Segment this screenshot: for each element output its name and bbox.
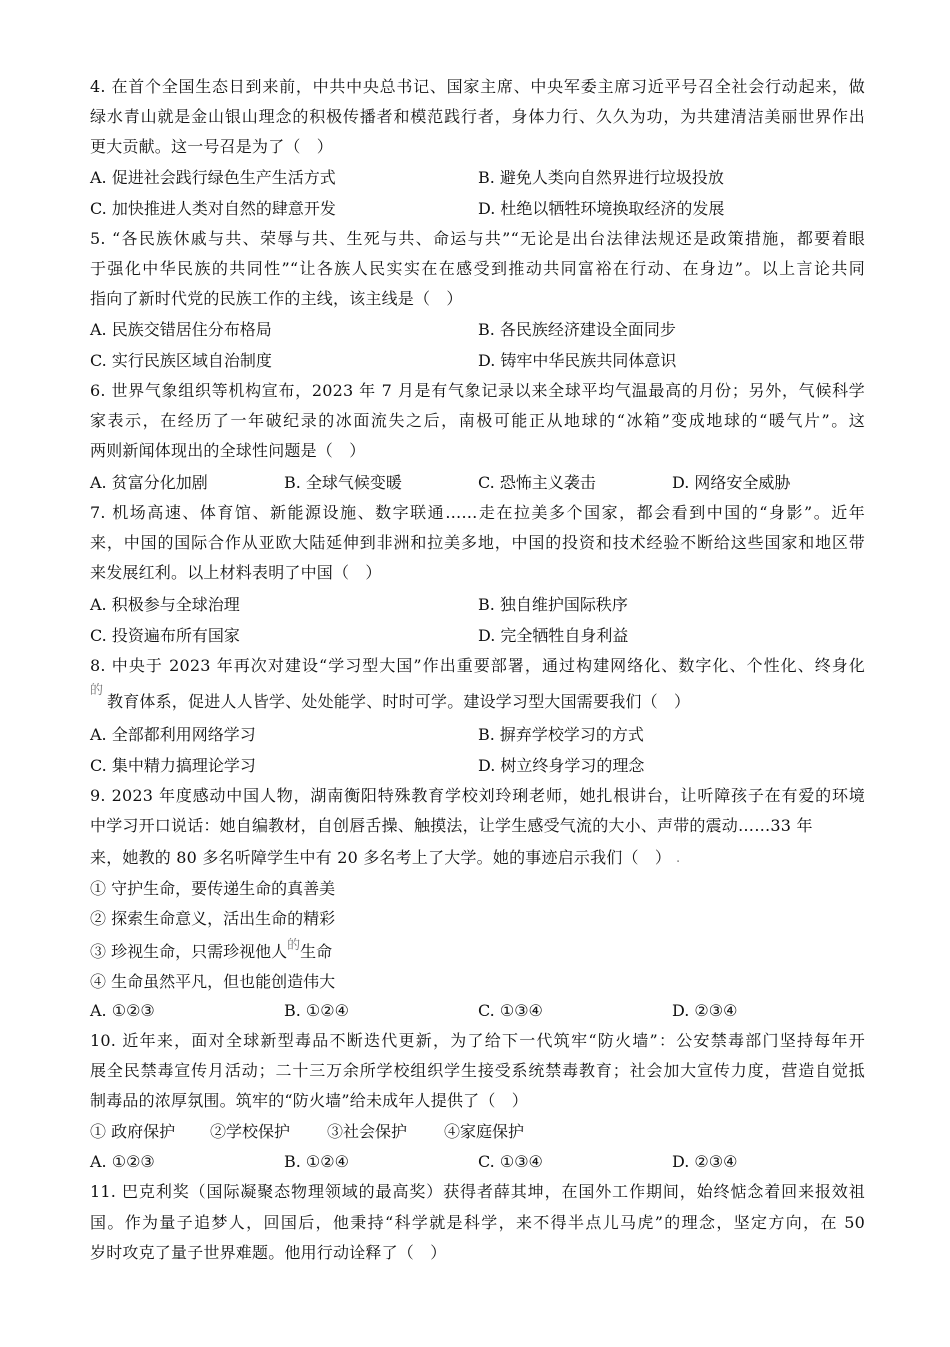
- q8-stem-line-1: 8. 中央于 2023 年再次对建设“学习型大国”作出重要部署，通过构建网络化、数字化、个性化、终身化: [90, 656, 865, 675]
- q8-option-c[interactable]: C. 集中精力搞理论学习: [90, 756, 256, 775]
- q9-statement-1: ① 守护生命，要传递生命的真善美: [90, 879, 336, 898]
- q9-option-c[interactable]: C. ①③④: [478, 1001, 543, 1020]
- q4-option-a[interactable]: A. 促进社会践行绿色生产生活方式: [90, 168, 336, 187]
- q10-option-a[interactable]: A. ①②③: [90, 1152, 155, 1171]
- q8-option-a[interactable]: A. 全部都利用网络学习: [90, 725, 256, 744]
- q6-stem-line-3: 两则新闻体现出的全球性问题是（ ）: [90, 441, 366, 460]
- q10-stem-line-1: 10. 近年来，面对全球新型毒品不断迭代更新，为了给下一代筑牢“防火墙”：公安禁毒部门坚持每年开: [90, 1031, 865, 1050]
- q5-stem-line-1: 5. “各民族休戚与共、荣辱与共、生死与共、命运与共”“无论是出台法律法规还是政策措施，都要着眼: [90, 229, 865, 248]
- q6-stem-line-1: 6. 世界气象组织等机构宣布，2023 年 7 月是有气象记录以来全球平均气温最高的月份；另外，气候科学: [90, 381, 865, 400]
- q9-stem-line-2: 中学习开口说话：她自编教材，自创唇舌操、触摸法，让学生感受气流的大小、声带的震动……33 年: [90, 816, 813, 835]
- q9-statement-3: [90, 938, 333, 964]
- q9-statement-3-part-1: ③ 珍视生命，只需珍视他人: [90, 942, 288, 961]
- q5-stem-line-3: 指向了新时代党的民族工作的主线，该主线是（ ）: [90, 289, 463, 308]
- q11-stem-line-2: 国。作为量子追梦人，回国后，他秉持“科学就是科学，来不得半点儿马虎”的理念，坚定方向，在 50: [90, 1213, 865, 1232]
- q9-stem-line-1: 9. 2023 年度感动中国人物，湖南衡阳特殊教育学校刘玲琍老师，她扎根讲台，让听障孩子在有爱的环境: [90, 786, 865, 805]
- floating-glyph-artifact: 的: [90, 683, 104, 698]
- q9-option-d[interactable]: D. ②③④: [672, 1001, 738, 1020]
- q5-option-c[interactable]: C. 实行民族区域自治制度: [90, 351, 272, 370]
- q7-stem-line-1: 7. 机场高速、体育馆、新能源设施、数字联通……走在拉美多个国家，都会看到中国的“身影”。近年: [90, 503, 865, 522]
- q7-stem-line-2: 来，中国的国际合作从亚欧大陆延伸到非洲和拉美多地，中国的投资和技术经验不断给这些国家和地区带: [90, 533, 865, 552]
- q4-stem-line-1: 4. 在首个全国生态日到来前，中共中央总书记、国家主席、中央军委主席习近平号召全社会行动起来，做: [90, 77, 865, 96]
- q9-statement-4: ④ 生命虽然平凡，但也能创造伟大: [90, 972, 336, 991]
- q7-option-b[interactable]: B. 独自维护国际秩序: [478, 595, 628, 614]
- q6-option-a[interactable]: A. 贫富分化加剧: [90, 473, 208, 492]
- q6-option-c[interactable]: C. 恐怖主义袭击: [478, 473, 596, 492]
- q7-stem-line-3: 来发展红利。以上材料表明了中国（ ）: [90, 563, 382, 582]
- q5-stem-line-2: 于强化中华民族的共同性”“让各族人民实实在在感受到推动共同富裕在行动、在身边”。以上言论共同: [90, 259, 865, 278]
- q6-stem-line-2: 家表示，在经历了一年破纪录的冰面流失之后，南极可能正从地球的“冰箱”变成地球的“暖气片”。这: [90, 411, 865, 430]
- q8-option-d[interactable]: D. 树立终身学习的理念: [478, 756, 645, 775]
- q7-option-a[interactable]: A. 积极参与全球治理: [90, 595, 240, 614]
- q9-option-a[interactable]: A. ①②③: [90, 1001, 155, 1020]
- q4-stem-line-3: 更大贡献。这一号召是为了（ ）: [90, 137, 334, 156]
- q4-stem-line-2: 绿水青山就是金山银山理念的积极传播者和模范践行者，身体力行、久久为功，为共建清洁美丽世界作出: [90, 107, 865, 126]
- q5-option-b[interactable]: B. 各民族经济建设全面同步: [478, 320, 676, 339]
- q7-option-d[interactable]: D. 完全牺牲自身利益: [478, 626, 629, 645]
- q11-stem-line-3: 岁时攻克了量子世界难题。他用行动诠释了（ ）: [90, 1243, 447, 1262]
- q11-stem-line-1: 11. 巴克利奖（国际凝聚态物理领域的最高奖）获得者薛其坤，在国外工作期间，始终惦念着回来报效祖: [90, 1182, 865, 1201]
- q9-statement-2: ② 探索生命意义，活出生命的精彩: [90, 909, 336, 928]
- q10-option-b[interactable]: B. ①②④: [284, 1152, 349, 1171]
- q6-option-d[interactable]: D. 网络安全威胁: [672, 473, 791, 492]
- q8-option-b[interactable]: B. 摒弃学校学习的方式: [478, 725, 644, 744]
- q10-statement-1: ① 政府保护: [90, 1122, 176, 1141]
- q5-option-d[interactable]: D. 铸牢中华民族共同体意识: [478, 351, 677, 370]
- q5-option-a[interactable]: A. 民族交错居住分布格局: [90, 320, 272, 339]
- q10-stem-line-3: 制毒品的浓厚氛围。筑牢的“防火墙”给未成年人提供了（ ）: [90, 1091, 528, 1110]
- q6-option-b[interactable]: B. 全球气候变暖: [284, 473, 402, 492]
- q4-option-c[interactable]: C. 加快推进人类对自然的肆意开发: [90, 199, 336, 218]
- q4-option-b[interactable]: B. 避免人类向自然界进行垃圾投放: [478, 168, 724, 187]
- q8-stem-line-2: 教育体系，促进人人皆学、处处能学、时时可学。建设学习型大国需要我们（ ）: [107, 692, 691, 711]
- q9-statement-3-part-2: 生命: [300, 942, 333, 961]
- q4-option-d[interactable]: D. 杜绝以牺牲环境换取经济的发展: [478, 199, 725, 218]
- q10-statement-2: ②学校保护: [210, 1122, 291, 1141]
- q10-option-c[interactable]: C. ①③④: [478, 1152, 543, 1171]
- q10-stem-line-2: 展全民禁毒宣传月活动；二十三万余所学校组织学生接受系统禁毒教育；社会加大宣传力度，营造自觉抵: [90, 1061, 865, 1080]
- floating-glyph-artifact-2: 的: [287, 938, 301, 953]
- stray-dot-artifact: .: [676, 851, 681, 866]
- q10-option-d[interactable]: D. ②③④: [672, 1152, 738, 1171]
- q7-option-c[interactable]: C. 投资遍布所有国家: [90, 626, 240, 645]
- q10-statement-4: ④家庭保护: [444, 1122, 525, 1141]
- q9-option-b[interactable]: B. ①②④: [284, 1001, 349, 1020]
- q10-statement-3: ③社会保护: [327, 1122, 408, 1141]
- q9-stem-line-3: 来，她教的 80 多名听障学生中有 20 多名考上了大学。她的事迹启示我们（ ）: [90, 848, 672, 867]
